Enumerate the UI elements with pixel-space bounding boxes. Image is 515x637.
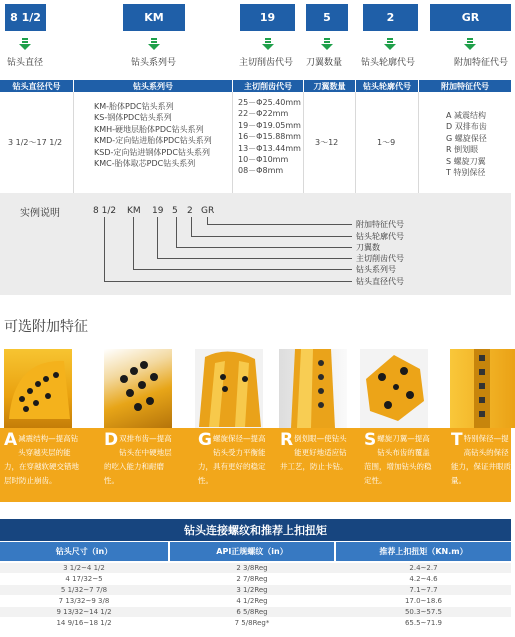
cutter-item: 10－Φ10mm: [238, 155, 289, 165]
thread-size: 14 9/16~18 1/2: [56, 619, 112, 627]
example-code: 2: [187, 206, 193, 216]
example-code: KM: [127, 206, 141, 216]
th-feature: 附加特征代号: [419, 80, 511, 92]
down-arrow-icon: [262, 38, 274, 50]
code-label-cutter: 主切削齿代号: [239, 58, 294, 68]
thread-torque: 17.0~18.6: [404, 597, 443, 605]
thread-api: 4 1/2Reg: [236, 597, 268, 605]
cutter-item: 25－Φ25.40mm: [238, 98, 301, 107]
feature-letter: S: [364, 430, 377, 450]
feature-letter: G: [198, 430, 212, 450]
feature-caption-d: [104, 432, 178, 488]
thread-torque: 50.3~57.5: [404, 608, 443, 616]
code-label-series: 钻头系列号: [131, 58, 177, 68]
feature-code-item: S 螺旋刀翼: [446, 156, 486, 166]
feature-image-g: [195, 349, 263, 428]
column-divider: [303, 92, 304, 193]
thread-api: 7 5/8Reg*: [234, 619, 270, 627]
feature-caption-s: [364, 432, 436, 488]
blades-range: 3～12: [315, 138, 339, 147]
down-arrow-icon: [321, 38, 333, 50]
feature-letter: D: [104, 430, 119, 450]
code-box-blades: [306, 4, 348, 31]
thread-table-title: 钻头连接螺纹和推荐上扣扭矩: [0, 519, 511, 541]
thread-api: 2 7/8Reg: [236, 575, 268, 583]
feature-code-item: R 倒划眼: [446, 145, 479, 155]
features-section-title: 可选附加特征: [4, 319, 88, 335]
feature-letter: T: [451, 430, 463, 450]
feature-text: 双排布齿—提高钻头在中硬地层的吃入能力和耐磨性。: [104, 434, 172, 485]
column-divider: [418, 92, 419, 193]
th-blades: 刀翼数量: [304, 80, 355, 92]
series-item: KM-胎体PDC钻头系列: [94, 102, 174, 111]
cutter-item: 22－Φ22mm: [238, 109, 289, 119]
cutter-item: 13－Φ13.44mm: [238, 143, 301, 153]
cutter-item: 19－Φ19.05mm: [238, 120, 301, 130]
feature-text: 减震结构—提高钻头穿越夹层的能力，在穿越软硬交错地层时防止崩齿。: [4, 434, 79, 485]
cutter-item: 16－Φ15.88mm: [238, 132, 301, 142]
thread-size: 9 13/32~14 1/2: [56, 608, 112, 616]
th-profile: 钻头轮廓代号: [356, 80, 418, 92]
feature-letter: R: [280, 430, 294, 450]
feature-code-item: A 减震结构: [446, 111, 487, 120]
thread-torque: 7.1~7.7: [409, 586, 438, 594]
series-item: KS-钢体PDC钻头系列: [94, 113, 172, 123]
code-box-diameter: [5, 4, 46, 31]
feature-image-t: [450, 349, 515, 428]
feature-code-item: D 双排布齿: [446, 122, 487, 132]
table-row: [0, 563, 511, 573]
column-divider: [73, 92, 74, 193]
example-label: 钻头直径代号: [356, 277, 404, 286]
code-label-feature: 附加特征代号: [454, 58, 509, 68]
feature-code-list: [446, 110, 487, 178]
thread-size: 5 1/32~7 7/8: [60, 586, 108, 594]
code-series: KM: [144, 11, 164, 24]
feature-code-item: T 特别保径: [446, 168, 486, 178]
column-divider: [232, 92, 233, 193]
series-item: KMH-硬地层胎体PDC钻头系列: [94, 124, 204, 134]
down-arrow-icon: [148, 38, 160, 50]
series-item: KMD-定向钻进胎体PDC钻头系列: [94, 136, 212, 146]
code-blades: 5: [323, 11, 331, 24]
code-feature: GR: [461, 11, 480, 24]
code-cutter: 19: [259, 11, 276, 24]
code-diameter: 8 1/2: [10, 11, 41, 24]
thread-api: 2 3/8Reg: [236, 564, 268, 572]
example-code: GR: [201, 206, 215, 216]
table-row: [0, 596, 511, 606]
thread-api: 3 1/2Reg: [236, 586, 268, 594]
thread-api: 6 5/8Reg: [236, 608, 268, 616]
thread-size: 3 1/2~4 1/2: [63, 564, 105, 572]
table-row: [0, 607, 511, 617]
cutter-item: 08－Φ8mm: [238, 166, 284, 176]
down-arrow-icon: [464, 38, 476, 50]
feature-text: 螺旋保径—提高钻头受力平衡能力，具有更好的稳定性。: [198, 434, 266, 485]
feature-letter: A: [4, 430, 18, 450]
series-item: KSD-定向钻进钢体PDC钻头系列: [94, 147, 210, 157]
example-label: 刀翼数: [356, 243, 380, 252]
down-arrow-icon: [19, 38, 31, 50]
th-cutter: 主切削齿代号: [233, 80, 303, 92]
feature-text: 螺旋刀翼—提高钻头布齿的覆盖范围，增加钻头的稳定性。: [364, 434, 432, 485]
thread-th-api: API正规螺纹（in）: [170, 542, 334, 561]
thread-torque: 4.2~4.6: [409, 575, 438, 583]
example-label: 钻头系列号: [356, 265, 396, 274]
feature-image-s: [360, 349, 428, 428]
feature-image-r: [279, 349, 347, 428]
example-title: 实例说明: [20, 208, 60, 219]
feature-caption-r: [280, 432, 352, 474]
example-label: 主切削齿代号: [356, 254, 404, 263]
th-diameter: 钻头直径代号: [0, 80, 73, 92]
example-code: 5: [172, 206, 178, 216]
thread-torque: 65.5~71.9: [404, 619, 443, 627]
thread-size: 4 17/32~5: [65, 575, 103, 583]
code-box-profile: [363, 4, 418, 31]
series-list: [94, 101, 212, 169]
example-code: 19: [152, 206, 164, 216]
code-box-feature: [430, 4, 511, 31]
series-item: KMC-胎体取芯PDC钻头系列: [94, 159, 196, 169]
thread-size: 7 13/32~9 3/8: [58, 597, 110, 605]
feature-caption-g: [198, 432, 270, 488]
th-series: 钻头系列号: [74, 80, 232, 92]
code-box-series: [123, 4, 185, 31]
thread-th-size: 钻头尺寸（in）: [0, 542, 168, 561]
feature-text: 倒划眼—使钻头能更好地适应钻井工艺，防止卡钻。: [280, 434, 348, 471]
table-row: [0, 585, 511, 595]
code-label-blades: 刀翼数量: [306, 58, 343, 68]
code-label-diameter: 钻头直径: [7, 58, 44, 68]
thread-th-torque: 推荐上扣扭矩（KN.m）: [336, 542, 511, 561]
feature-caption-a: [4, 432, 80, 488]
table-row: [0, 574, 511, 584]
down-arrow-icon: [384, 38, 396, 50]
diameter-range: 3 1/2～17 1/2: [8, 138, 63, 147]
feature-caption-t: [451, 432, 511, 488]
code-label-profile: 钻头轮廓代号: [361, 58, 416, 68]
code-profile: 2: [386, 11, 395, 24]
cutter-list: [238, 97, 301, 177]
thread-torque: 2.4~2.7: [409, 564, 438, 572]
profile-range: 1～9: [377, 138, 396, 147]
feature-code-item: G 螺旋保径: [446, 133, 487, 143]
feature-text: 特别保径—提高钻头的保径能力，保证井眼质量。: [451, 434, 511, 485]
example-code: 8 1/2: [93, 206, 117, 216]
feature-image-d: [104, 349, 172, 428]
code-box-cutter: [240, 4, 295, 31]
example-label: 附加特征代号: [356, 220, 404, 229]
table-row: [0, 618, 511, 628]
example-label: 钻头轮廓代号: [356, 232, 404, 241]
feature-image-a: [4, 349, 72, 428]
column-divider: [355, 92, 356, 193]
example-panel: [0, 193, 511, 295]
